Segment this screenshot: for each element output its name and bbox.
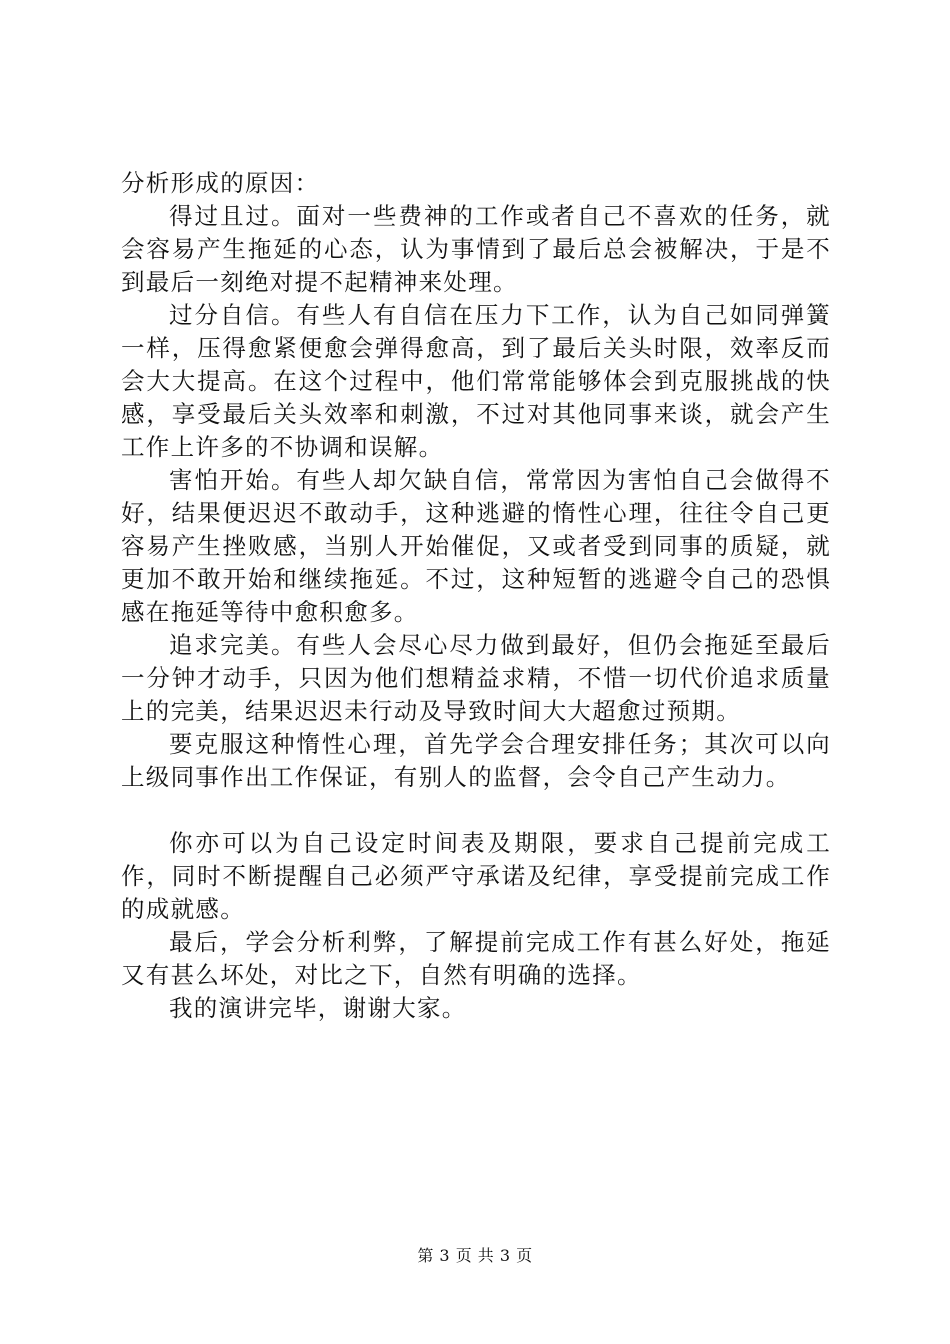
paragraph-closing: 我的演讲完毕，谢谢大家。 xyxy=(169,994,467,1022)
paragraph-overconfidence: 过分自信。有些人有自信在压力下工作，认为自己如同弹簧一样，压得愈紧便愈会弹得愈高，到了最后关头时限，效率反而会大大提高。在这个过程中，他们常常能够体会到克服挑战的快感，享受最后关头效率和刺激，不过对其他同事来谈，就会产生工作上许多的不协调和误解。 xyxy=(121,301,831,461)
section-heading: 分析形成的原因： xyxy=(121,169,320,197)
page-number-footer: 第 3 页 共 3 页 xyxy=(417,1246,533,1265)
paragraph-perfectionism: 追求完美。有些人会尽心尽力做到最好，但仍会拖延至最后一分钟才动手，只因为他们想精益求精，不惜一切代价追求质量上的完美，结果迟迟未行动及导致时间大大超愈过预期。 xyxy=(121,631,831,725)
paragraph-procrastination: 得过且过。面对一些费神的工作或者自己不喜欢的任务，就会容易产生拖延的心态，认为事情到了最后总会被解决，于是不到最后一刻绝对提不起精神来处理。 xyxy=(121,202,831,296)
paragraph-schedule: 你亦可以为自己设定时间表及期限，要求自己提前完成工作，同时不断提醒自己必须严守承诺及纪律，享受提前完成工作的成就感。 xyxy=(121,829,831,923)
document-body xyxy=(121,167,831,1025)
paragraph-fear-of-starting: 害怕开始。有些人却欠缺自信，常常因为害怕自己会做得不好，结果便迟迟不敢动手，这种逃避的惰性心理，往往令自己更容易产生挫败感，当别人开始催促，又或者受到同事的质疑，就更加不敢开始和继续拖延。不过，这种短暂的逃避令自己的恐惧感在拖延等待中愈积愈多。 xyxy=(121,466,831,626)
paragraph-weigh-pros-cons: 最后，学会分析利弊，了解提前完成工作有甚么好处，拖延又有甚么坏处，对比之下，自然有明确的选择。 xyxy=(121,928,831,989)
paragraph-overcoming: 要克服这种惰性心理，首先学会合理安排任务；其次可以向上级同事作出工作保证，有别人的监督，会令自己产生动力。 xyxy=(121,730,831,791)
